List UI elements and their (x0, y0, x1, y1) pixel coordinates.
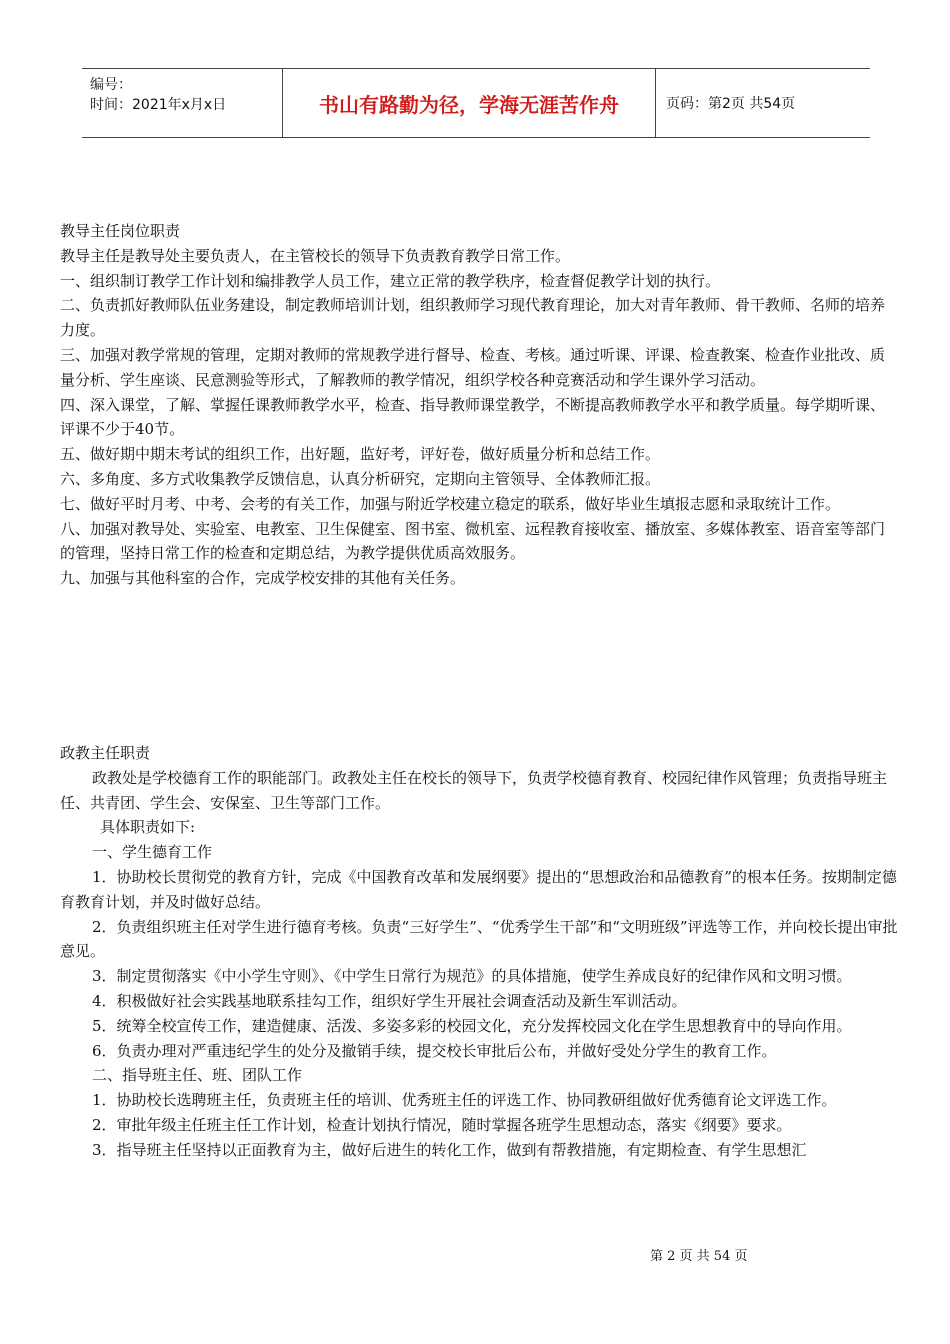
duties-heading: 具体职责如下: (100, 818, 196, 837)
paragraph: 四、深入课堂，了解、掌握任课教师教学水平，检查、指导教师课堂教学，不断提高教师教学水平和教学质量。每学期听课、评课不少于40节。 (60, 395, 886, 439)
paragraph: 教导主任是教导处主要负责人，在主管校长的领导下负责教育教学日常工作。 (60, 246, 571, 265)
header-meta (82, 69, 283, 137)
list-item: 5．统筹全校宣传工作，建造健康、活泼、多姿多彩的校园文化，充分发挥校园文化在学生思想教育中的导向作用。 (92, 1016, 852, 1035)
page-header (82, 68, 870, 138)
time-label: 时间：2021年x月x日 (90, 97, 227, 113)
paragraph: 八、加强对教导处、实验室、电教室、卫生保健室、图书室、微机室、远程教育接收室、播放室、多媒体教室、语音室等部门的管理，坚持日常工作的检查和定期总结，为教学提供优质高效服务。 (60, 519, 886, 563)
part-heading: 二、指导班主任、班、团队工作 (92, 1066, 303, 1085)
list-item: 6．负责办理对严重违纪学生的处分及撤销手续，提交校长审批后公布，并做好受处分学生的教育工作。 (92, 1041, 777, 1060)
paragraph: 二、负责抓好教师队伍业务建设，制定教师培训计划，组织教师学习现代教育理论，加大对青年教师、骨干教师、名师的培养力度。 (60, 296, 886, 340)
paragraph: 六、多角度、多方式收集教学反馈信息，认真分析研究，定期向主管领导、全体教师汇报。 (60, 469, 661, 488)
list-item: 1．协助校长选聘班主任，负责班主任的培训、优秀班主任的评选工作、协同教研组做好优秀德育论文评选工作。 (92, 1091, 837, 1110)
header-motto: 书山有路勤为径，学海无涯苦作舟 (283, 69, 656, 137)
list-item: 3．制定贯彻落实《中小学生守则》、《中学生日常行为规范》的具体措施，使学生养成良好的纪律作风和文明习惯。 (92, 967, 852, 986)
section-political-education (60, 741, 898, 1163)
list-item: 2．审批年级主任班主任工作计划，检查计划执行情况，随时掌握各班学生思想动态，落实《纲要》要求。 (92, 1115, 792, 1134)
header-page-info: 页码：第2页 共54页 (666, 96, 796, 112)
list-item: 2．负责组织班主任对学生进行德育考核。负责“三好学生”、“优秀学生干部”和“文明班级”评选等工作，并向校长提出审批意见。 (60, 917, 898, 961)
paragraph: 五、做好期中期末考试的组织工作，出好题，监好考，评好卷，做好质量分析和总结工作。 (60, 445, 661, 464)
section-title: 政教主任职责 (60, 744, 151, 762)
paragraph: 一、组织制订教学工作计划和编排教学人员工作，建立正常的教学秩序，检查督促教学计划的执行。 (60, 271, 721, 290)
paragraph: 七、做好平时月考、中考、会考的有关工作，加强与附近学校建立稳定的联系，做好毕业生填报志愿和录取统计工作。 (60, 494, 841, 513)
intro-paragraph: 政教处是学校德育工作的职能部门。政教处主任在校长的领导下，负责学校德育教育、校园纪律作风管理；负责指导班主任、共青团、学生会、安保室、卫生等部门工作。 (60, 768, 888, 812)
page-footer: 第 2 页 共 54 页 (650, 1249, 748, 1264)
section-title: 教导主任岗位职责 (60, 222, 181, 240)
section-dean-of-studies (60, 219, 898, 591)
paragraph: 三、加强对教学常规的管理，定期对教师的常规教学进行督导、检查、考核。通过听课、评课、检查教案、检查作业批改、质量分析、学生座谈、民意测验等形式，了解教师的教学情况，组织学校各种竞赛活动和学生课外学习活动。 (60, 345, 886, 389)
serial-label: 编号： (90, 77, 132, 93)
list-item: 4．积极做好社会实践基地联系挂勾工作，组织好学生开展社会调查活动及新生军训活动。 (92, 991, 687, 1010)
paragraph: 九、加强与其他科室的合作，完成学校安排的其他有关任务。 (60, 569, 466, 588)
list-item: 1．协助校长贯彻党的教育方针，完成《中国教育改革和发展纲要》提出的“思想政治和品德教育”的根本任务。按期制定德育教育计划，并及时做好总结。 (60, 867, 897, 911)
part-heading: 一、学生德育工作 (92, 843, 213, 862)
list-item: 3．指导班主任坚持以正面教育为主，做好后进生的转化工作，做到有帮教措施，有定期检查、有学生思想汇 (92, 1140, 807, 1159)
